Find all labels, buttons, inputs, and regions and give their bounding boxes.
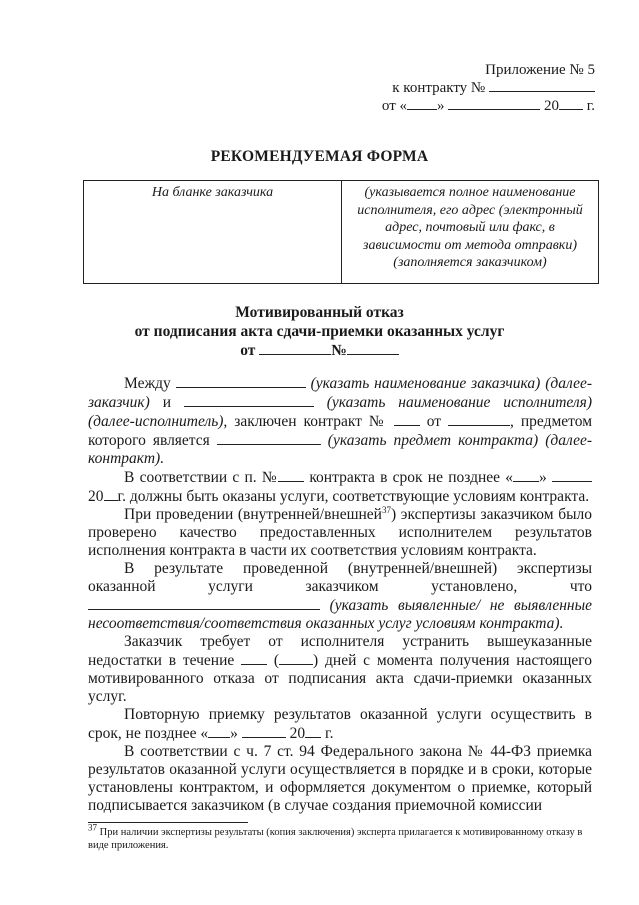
footnote: $^{37}$ При наличии экспертизы результаты (копия заключения) эксперта прилагается к мотивированному отказу в виде приложения.: [88, 822, 583, 851]
footnote-ref: 37: [381, 504, 391, 515]
customer-letterhead-cell: На бланке заказчика: [84, 181, 342, 283]
title-number-blank: [347, 341, 399, 355]
paragraph-reacceptance: Повторную приемку результатов оказанной услуги осуществить в срок, не позднее « » 20 г.: [88, 706, 592, 742]
paragraph-deadline: В соответствии с п. № контракта в срок не позднее « » 20 г. должны быть оказаны услуги, соответствующие условиям контракта.: [88, 468, 592, 506]
form-title: РЕКОМЕНДУЕМАЯ ФОРМА: [210, 148, 429, 165]
title-date-blank: [259, 341, 331, 355]
year-blank: [559, 96, 583, 110]
paragraph-expertise: При проведении (внутренней/внешней$^{37}$) экспертизы заказчиком было проверено качество предоставленных исполнителем результатов исполнения контракта в части их соответствия условиям контракта.: [88, 504, 592, 559]
annex-number: Приложение № 5: [485, 62, 595, 78]
annex-block: [335, 62, 595, 114]
day-blank: [407, 96, 437, 110]
header-table: [83, 180, 599, 284]
month-blank: [448, 96, 540, 110]
annex-date-line: от « » 20 г.: [381, 98, 595, 114]
footnote-divider: [88, 822, 248, 823]
document-title: Мотивированный отказ от подписания акта сдачи-приемки оказанных услуг от №: [134, 304, 505, 359]
paragraph-law: В соответствии с ч. 7 ст. 94 Федерального закона № 44-ФЗ приемка результатов оказанной услуги осуществляется в порядке и в сроки, которые установлены контрактом, и оформляется документом о приемке, который подписывается заказчиком (в случае создания приемочной комиссии: [88, 743, 592, 814]
paragraph-requirement: Заказчик требует от исполнителя устранить вышеуказанные недостатки в течение ( ) дней с момента получения настоящего мотивированного отказа от подписания акта сдачи-приемки оказанных услуг.: [88, 633, 593, 705]
contract-number-blank: [489, 78, 595, 92]
paragraph-result: В результате проведенной (внутренней/внешней) экспертизы оказанной услуги заказчиком установлено, что (указать выявленные/ не выявленные несоответствия/соответствия оказанных услуг условиям контракта).: [88, 560, 592, 632]
annex-contract-line: к контракту №: [335, 78, 595, 96]
document-body: [88, 374, 592, 815]
contractor-address-cell: (указывается полное наименование исполнителя, его адрес (электронный адрес, почтовый или факс, в зависимости от метода отправки) (заполняется заказчиком): [357, 185, 583, 270]
paragraph-parties: Между (указать наименование заказчика) (далее-заказчик) и (указать наименование исполнителя) (далее-исполнитель), заключен контракт № от , предметом которого является (указать предмет контракта) (далее-контракт).: [88, 375, 593, 467]
